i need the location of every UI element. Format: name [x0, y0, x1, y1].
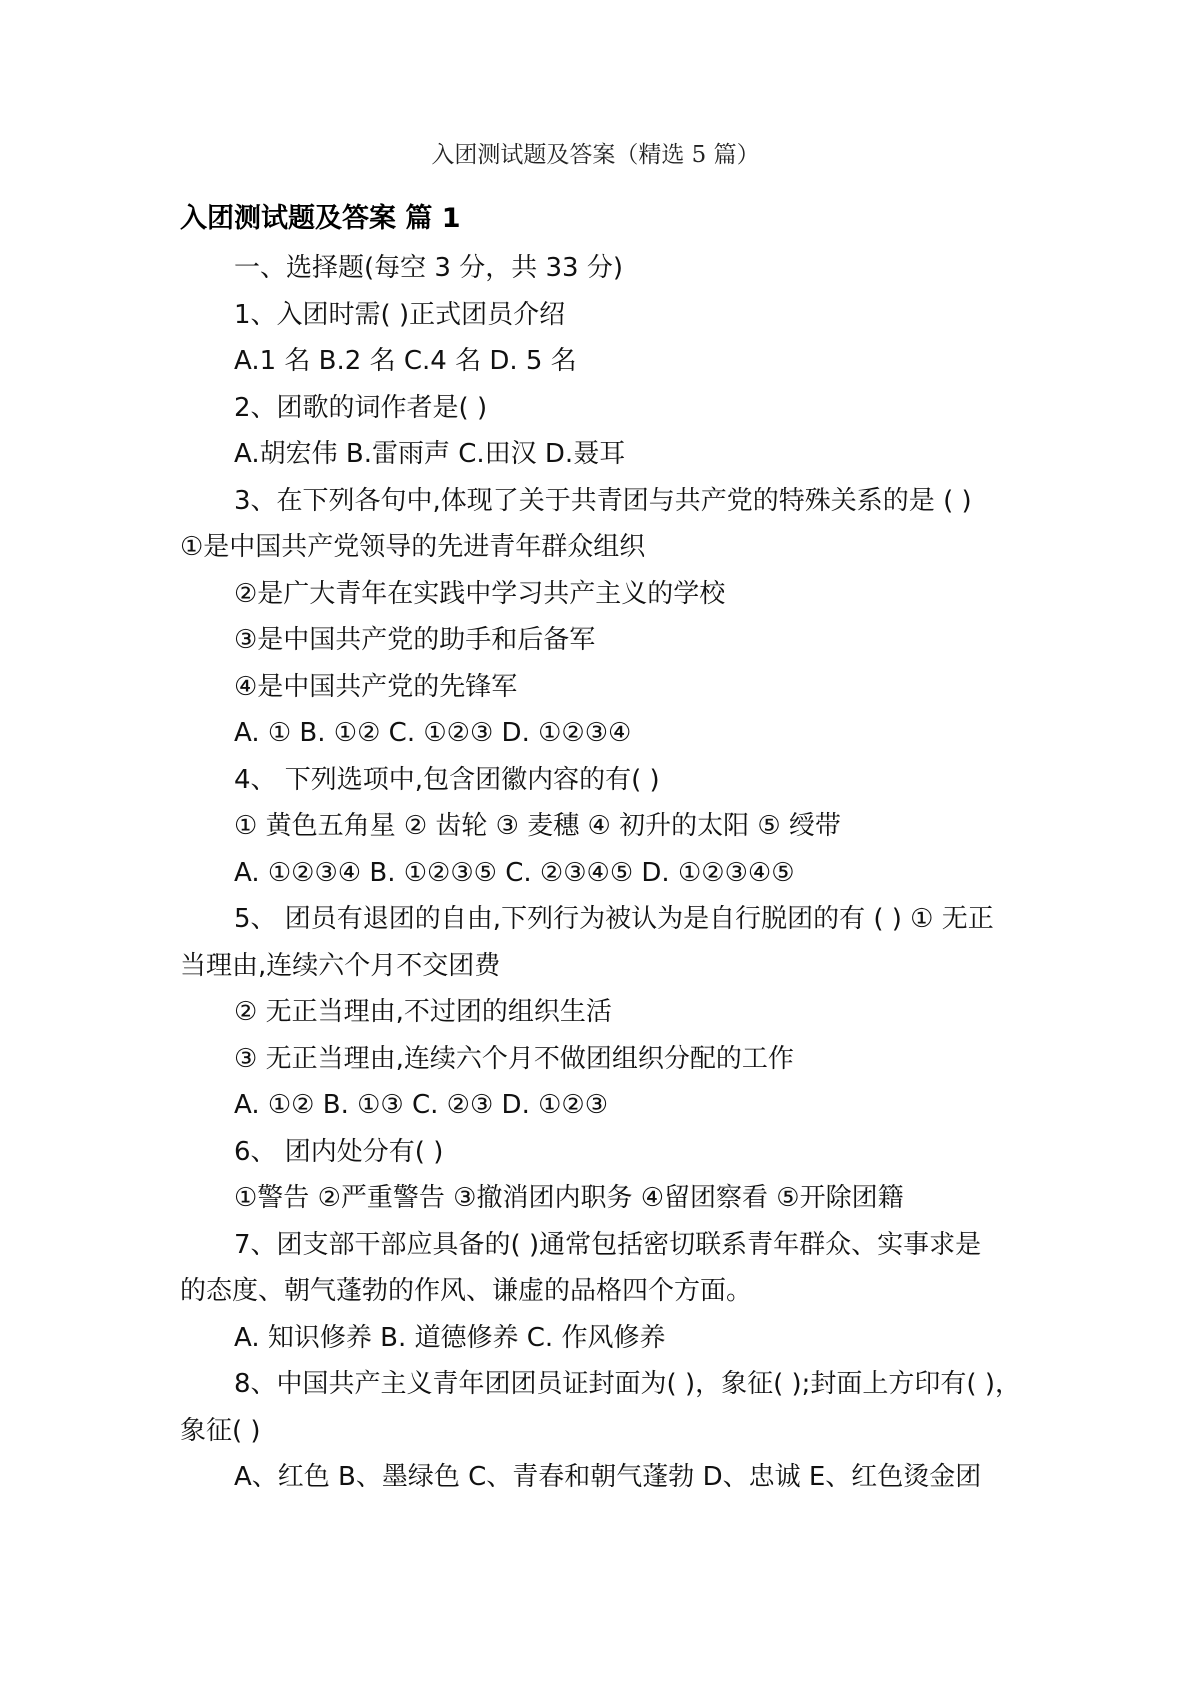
question-8-options: A、红色 B、墨绿色 C、青春和朝气蓬勃 D、忠诚 E、红色烫金团 [234, 1462, 982, 1492]
question-4-options: A. ①②③④ B. ①②③⑤ C. ②③④⑤ D. ①②③④⑤ [234, 857, 795, 888]
question-5-item-2: ② 无正当理由,不过团的组织生活 [234, 997, 612, 1027]
question-5: 5、 团员有退团的自由,下列行为被认为是自行脱团的有 ( ) ① 无正 [234, 904, 994, 934]
question-3-statement-2: ②是广大青年在实践中学习共产主义的学校 [234, 578, 726, 609]
question-8: 8、中国共产主义青年团团员证封面为( )，象征( );封面上方印有( )， [234, 1369, 1021, 1399]
question-8-continued: 象征( ) [180, 1415, 261, 1446]
question-5-continued: 当理由,连续六个月不交团费 [180, 950, 501, 981]
question-5-item-3: ③ 无正当理由,连续六个月不做团组织分配的工作 [234, 1043, 794, 1074]
document-body [180, 245, 1022, 1501]
question-2-options: A.胡宏伟 B.雷雨声 C.田汉 D.聂耳 [234, 439, 626, 469]
question-3-options: A. ① B. ①② C. ①②③ D. ①②③④ [234, 718, 632, 748]
question-1: 1、入团时需( )正式团员介绍 [234, 299, 566, 330]
question-7: 7、团支部干部应具备的( )通常包括密切联系青年群众、实事求是 [234, 1229, 982, 1260]
question-3-statement-1: ①是中国共产党领导的先进青年群众组织 [180, 532, 646, 562]
question-1-options: A.1 名 B.2 名 C.4 名 D. 5 名 [234, 346, 577, 376]
question-3: 3、在下列各句中,体现了关于共青团与共产党的特殊关系的是 ( ) [234, 485, 972, 516]
document-title: 入团测试题及答案（精选 5 篇） [431, 142, 760, 168]
question-7-continued: 的态度、朝气蓬勃的作风、谦虚的品格四个方面。 [180, 1276, 753, 1306]
question-5-options: A. ①② B. ①③ C. ②③ D. ①②③ [234, 1090, 609, 1120]
question-7-options: A. 知识修养 B. 道德修养 C. 作风修养 [234, 1322, 666, 1353]
section-subheading: 一、选择题(每空 3 分，共 33 分) [234, 253, 623, 283]
section-heading: 入团测试题及答案 篇 1 [180, 203, 461, 234]
question-6-items: ①警告 ②严重警告 ③撤消团内职务 ④留团察看 ⑤开除团籍 [234, 1183, 904, 1213]
question-4-items: ① 黄色五角星 ② 齿轮 ③ 麦穗 ④ 初升的太阳 ⑤ 绶带 [234, 811, 841, 841]
question-3-statement-3: ③是中国共产党的助手和后备军 [234, 625, 596, 655]
question-6: 6、 团内处分有( ) [234, 1136, 444, 1167]
question-4: 4、 下列选项中,包含团徽内容的有( ) [234, 764, 660, 795]
question-2: 2、团歌的词作者是( ) [234, 392, 488, 423]
question-3-statement-4: ④是中国共产党的先锋军 [234, 671, 518, 702]
